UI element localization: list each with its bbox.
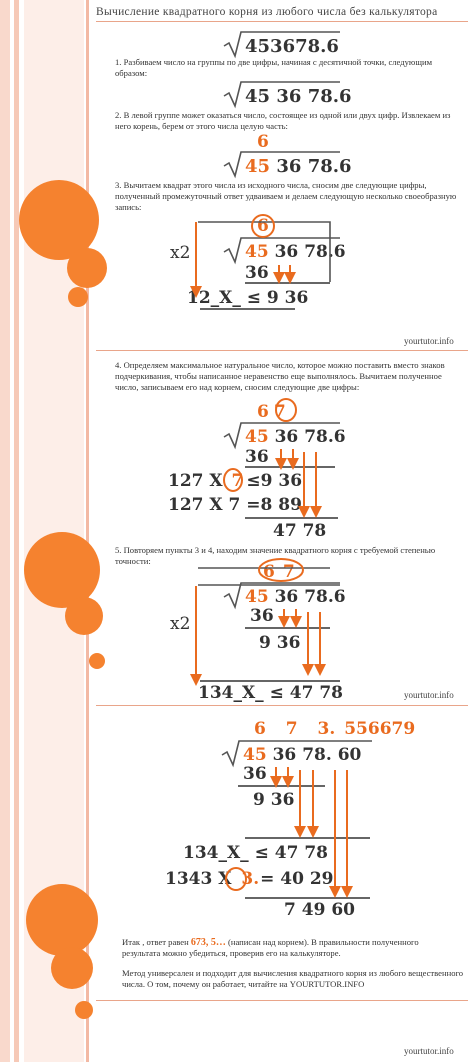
square-36-block7: 36 (243, 764, 267, 784)
group-786: 78.6 (304, 427, 346, 447)
group-45-highlight: 45 (245, 427, 269, 447)
group-786: 78.6 (307, 86, 352, 107)
group-36: 36 (274, 587, 299, 607)
group-36: 36 (276, 156, 302, 177)
site-label-1: yourtutor.info (404, 336, 454, 346)
square-36-block6: 36 (250, 606, 274, 626)
remainder-4778-1: 47 78 (273, 521, 327, 541)
group-786: 78.6 (304, 587, 346, 607)
radical-1 (224, 32, 340, 56)
mult-127-equals: 127 X 7 =8 89 (168, 495, 302, 515)
conclusion-rest: (написан над корнем). В правильности полученного результата можно убедиться, проверив его на калькуляторе. (122, 937, 419, 958)
digit-6: 6 (263, 562, 275, 582)
digit-6: 6 (257, 402, 269, 422)
conclusion-value: 673, 5… (190, 937, 226, 948)
remainder-74960: 7 49 60 (284, 900, 355, 920)
circle-7-mult (224, 469, 242, 491)
page-title: Вычисление квадратного корня из любого числа без калькулятора (96, 6, 438, 18)
final-digit-6: 6 (254, 719, 266, 739)
square-36-block4: 36 (245, 263, 269, 283)
sqrt-number-text: 453678.6 (245, 36, 339, 57)
group-45-highlight: 45 (245, 156, 271, 177)
group-45-highlight: 45 (243, 745, 267, 765)
digit-7: 7 (273, 402, 286, 422)
bracket-1 (198, 222, 330, 282)
step-3-text: 3. Вычитаем квадрат этого числа из исходного числа, сносим две следующие цифры, полученный промежуточный ответ удваиваем и делаем следующую несколько своеобразную запись: (115, 180, 457, 212)
group-36: 36 (274, 242, 299, 262)
mult-127-label: 127 X (168, 471, 223, 491)
radical-5 (224, 423, 340, 447)
inequality-2: 134_X_ ≤ 47 78 (198, 683, 343, 703)
inequality-3: 134_X_ ≤ 47 78 (183, 843, 328, 863)
group-786: 78.6 (307, 156, 352, 177)
step-5-text: 5. Повторяем пункты 3 и 4, находим значение квадратного корня с требуемой степенью точности: (115, 545, 436, 566)
group-45: 45 (245, 86, 271, 107)
radical-3 (224, 152, 340, 176)
step-4-text: 4. Определяем максимальное натуральное число, которое можно поставить вместо знаков подчеркивания, чтобы написанное неравенство еще выполнялось. Вычитаем полученное число, записываем его над корнем, сносим следующие две цифры: (115, 360, 445, 392)
mult-1343-equals: = 40 29 (260, 869, 334, 889)
final-digit-7: 7 (285, 719, 298, 739)
final-digit-3: 3. (317, 719, 336, 739)
radical-6 (224, 583, 340, 607)
site-label-2: yourtutor.info (404, 690, 454, 700)
final-digits-rest: 556679 (344, 719, 416, 739)
group-78: 78. (302, 745, 332, 765)
group-36: 36 (274, 427, 299, 447)
x2-label-1: x2 (170, 243, 191, 263)
step-1-text: 1. Разбиваем число на группы по две цифры, начиная с десятичной точки, следующим образом: (115, 57, 433, 78)
group-36: 36 (276, 86, 302, 107)
digit-3-circled: 3. (241, 869, 260, 889)
digit-6-block3: 6 (257, 132, 269, 152)
site-label-3: yourtutor.info (404, 1046, 454, 1056)
group-60: 60 (337, 745, 362, 765)
circle-67-block6 (259, 559, 303, 581)
mult-127-ineq: ≤9 36 (246, 471, 303, 491)
inequality-1: 12_X_ ≤ 9 36 (187, 288, 309, 308)
digit-7: 7 (282, 562, 295, 582)
radical-2 (224, 82, 340, 106)
digit-7-circled: 7 (231, 471, 244, 491)
group-36: 36 (272, 745, 297, 765)
x2-label-2: x2 (170, 614, 191, 634)
step-2-text: 2. В левой группе может оказаться число, состоящее из одной или двух цифр. Извлекаем из него корень, берем от этого числа целую часть: (115, 110, 451, 131)
circle-7-block5 (273, 399, 296, 422)
mult-1343-label: 1343 X (165, 869, 232, 889)
radical-7 (222, 741, 372, 765)
digit-6-block4: 6 (257, 216, 269, 236)
remainder-936-block6: 9 36 (259, 633, 301, 653)
circle-3-mult (226, 868, 246, 890)
group-45-highlight: 45 (245, 242, 269, 262)
remainder-936-block7: 9 36 (253, 790, 295, 810)
method-note: Метод универсален и подходит для вычисления квадратного корня из любого вещественного числа. О том, почему он работает, читайте на YOURTUTOR.INFO (122, 968, 464, 989)
radical-4 (224, 238, 340, 262)
circle-6-block4 (252, 215, 274, 237)
conclusion-prefix: Итак , ответ равен (122, 937, 189, 947)
group-786: 78.6 (304, 242, 346, 262)
group-45-highlight: 45 (245, 587, 269, 607)
square-36-block5: 36 (245, 447, 269, 467)
